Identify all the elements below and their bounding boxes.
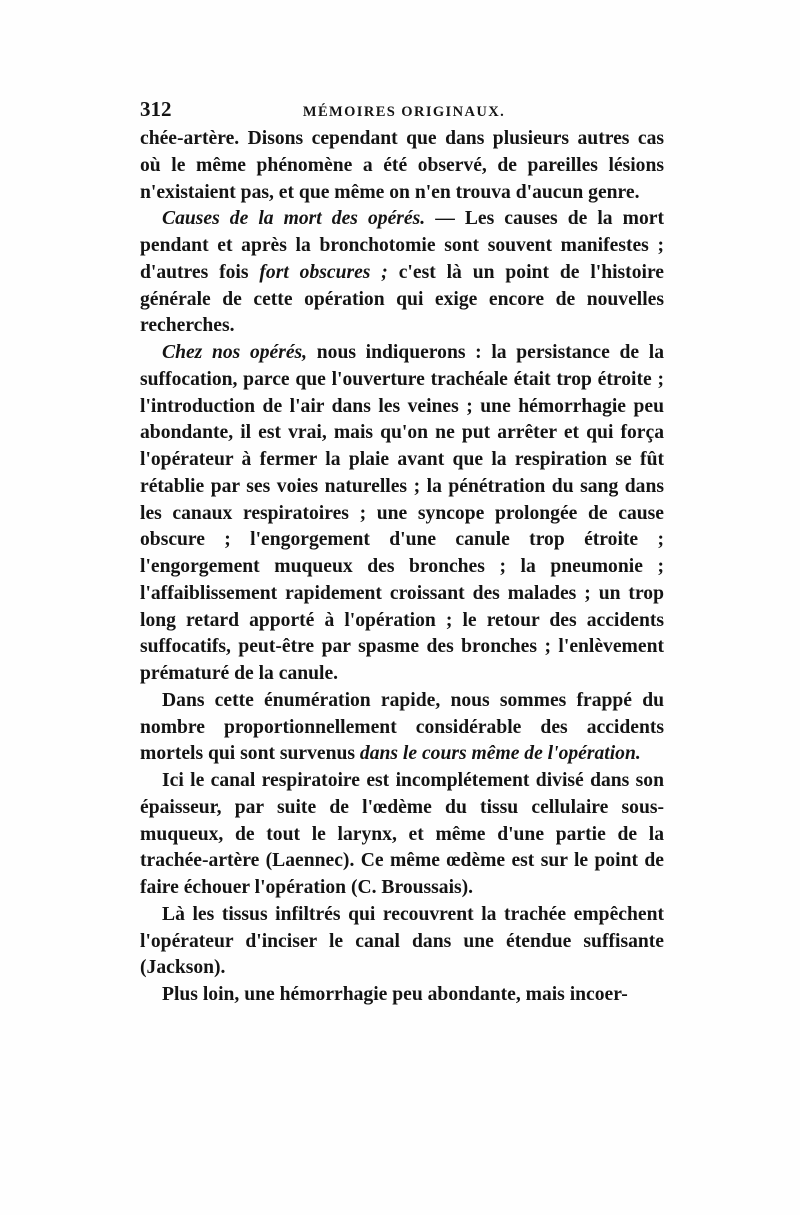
- paragraph-text: nous indiquerons : la persistance de la suffocation, parce que l'ouverture trachéale était trop étroite ; l'introduction de l'air dans les veines ; une hémorrhagie peu abondante, il est vrai, mais qu'on ne put arrêter et qui força l'opérateur à fermer la plaie avant que la respiration se fût rétablie par ses voies naturelles ; la pénétration du sang dans les canaux respiratoires ; une syncope prolongée de cause obscure ; l'engorgement d'une canule trop étroite ; l'engorgement muqueux des bronches ; la pneumonie ; l'affaiblissement rapidement croissant des malades ; un trop long retard apporté à l'opération ; le retour des accidents suffocatifs, peut-être par spasme des bronches ; l'enlèvement prématuré de la canule.: [140, 342, 664, 684]
- section-heading-italic: Causes de la mort des opérés.: [162, 208, 426, 230]
- paragraph-text: Là les tissus infiltrés qui recouvrent la trachée empêchent l'opérateur d'inciser le canal dans une étendue suffisante (Jackson).: [140, 903, 664, 979]
- paragraph-la: [140, 902, 664, 982]
- paragraph-text: — Les causes de la mort pendant et après la bronchotomie sont souvent manifestes ; d'autres fois: [140, 208, 665, 283]
- paragraph-text: Plus loin, une hémorrhagie peu abondante, mais incoer-: [162, 984, 628, 1005]
- paragraph-text: Dans cette énumération rapide, nous sommes frappé du nombre proportionnellement considérable des accidents mortels qui sont survenus: [140, 689, 664, 765]
- paragraph-ici: [140, 768, 664, 902]
- paragraph-chez-nos-operes: [140, 340, 664, 688]
- paragraph-text: chée-artère. Disons cependant que dans plusieurs autres cas où le même phénomène a été observé, de pareilles lésions n'existaient pas, et que même on n'en trouva d'aucun genre.: [140, 128, 664, 203]
- paragraph-plus-loin: [140, 982, 664, 1009]
- running-head: [140, 92, 664, 126]
- running-title: MÉMOIRES ORIGINAUX.: [302, 104, 506, 120]
- paragraph-causes: [140, 206, 664, 340]
- italic-lead: Chez nos opérés,: [162, 342, 308, 363]
- italic-phrase: dans le cours même de l'opération.: [359, 743, 641, 765]
- paragraph-text: Ici le canal respiratoire est incomplétement divisé dans son épaisseur, par suite de l'œdème du tissu cellulaire sous-muqueux, de tout le larynx, et même d'une partie de la trachée-artère (Laennec). Ce même œdème est sur le point de faire échouer l'opération (C. Broussais).: [140, 770, 664, 898]
- text-block: [140, 92, 664, 1009]
- paragraph-text: c'est là un point de l'histoire générale de cette opération qui exige encore de nouvelles recherches.: [140, 261, 664, 337]
- page-number: 312: [140, 97, 172, 121]
- italic-phrase: fort obscures ;: [259, 261, 388, 283]
- paragraph-enumeration: [140, 688, 664, 768]
- paragraph-continuation: [140, 126, 664, 206]
